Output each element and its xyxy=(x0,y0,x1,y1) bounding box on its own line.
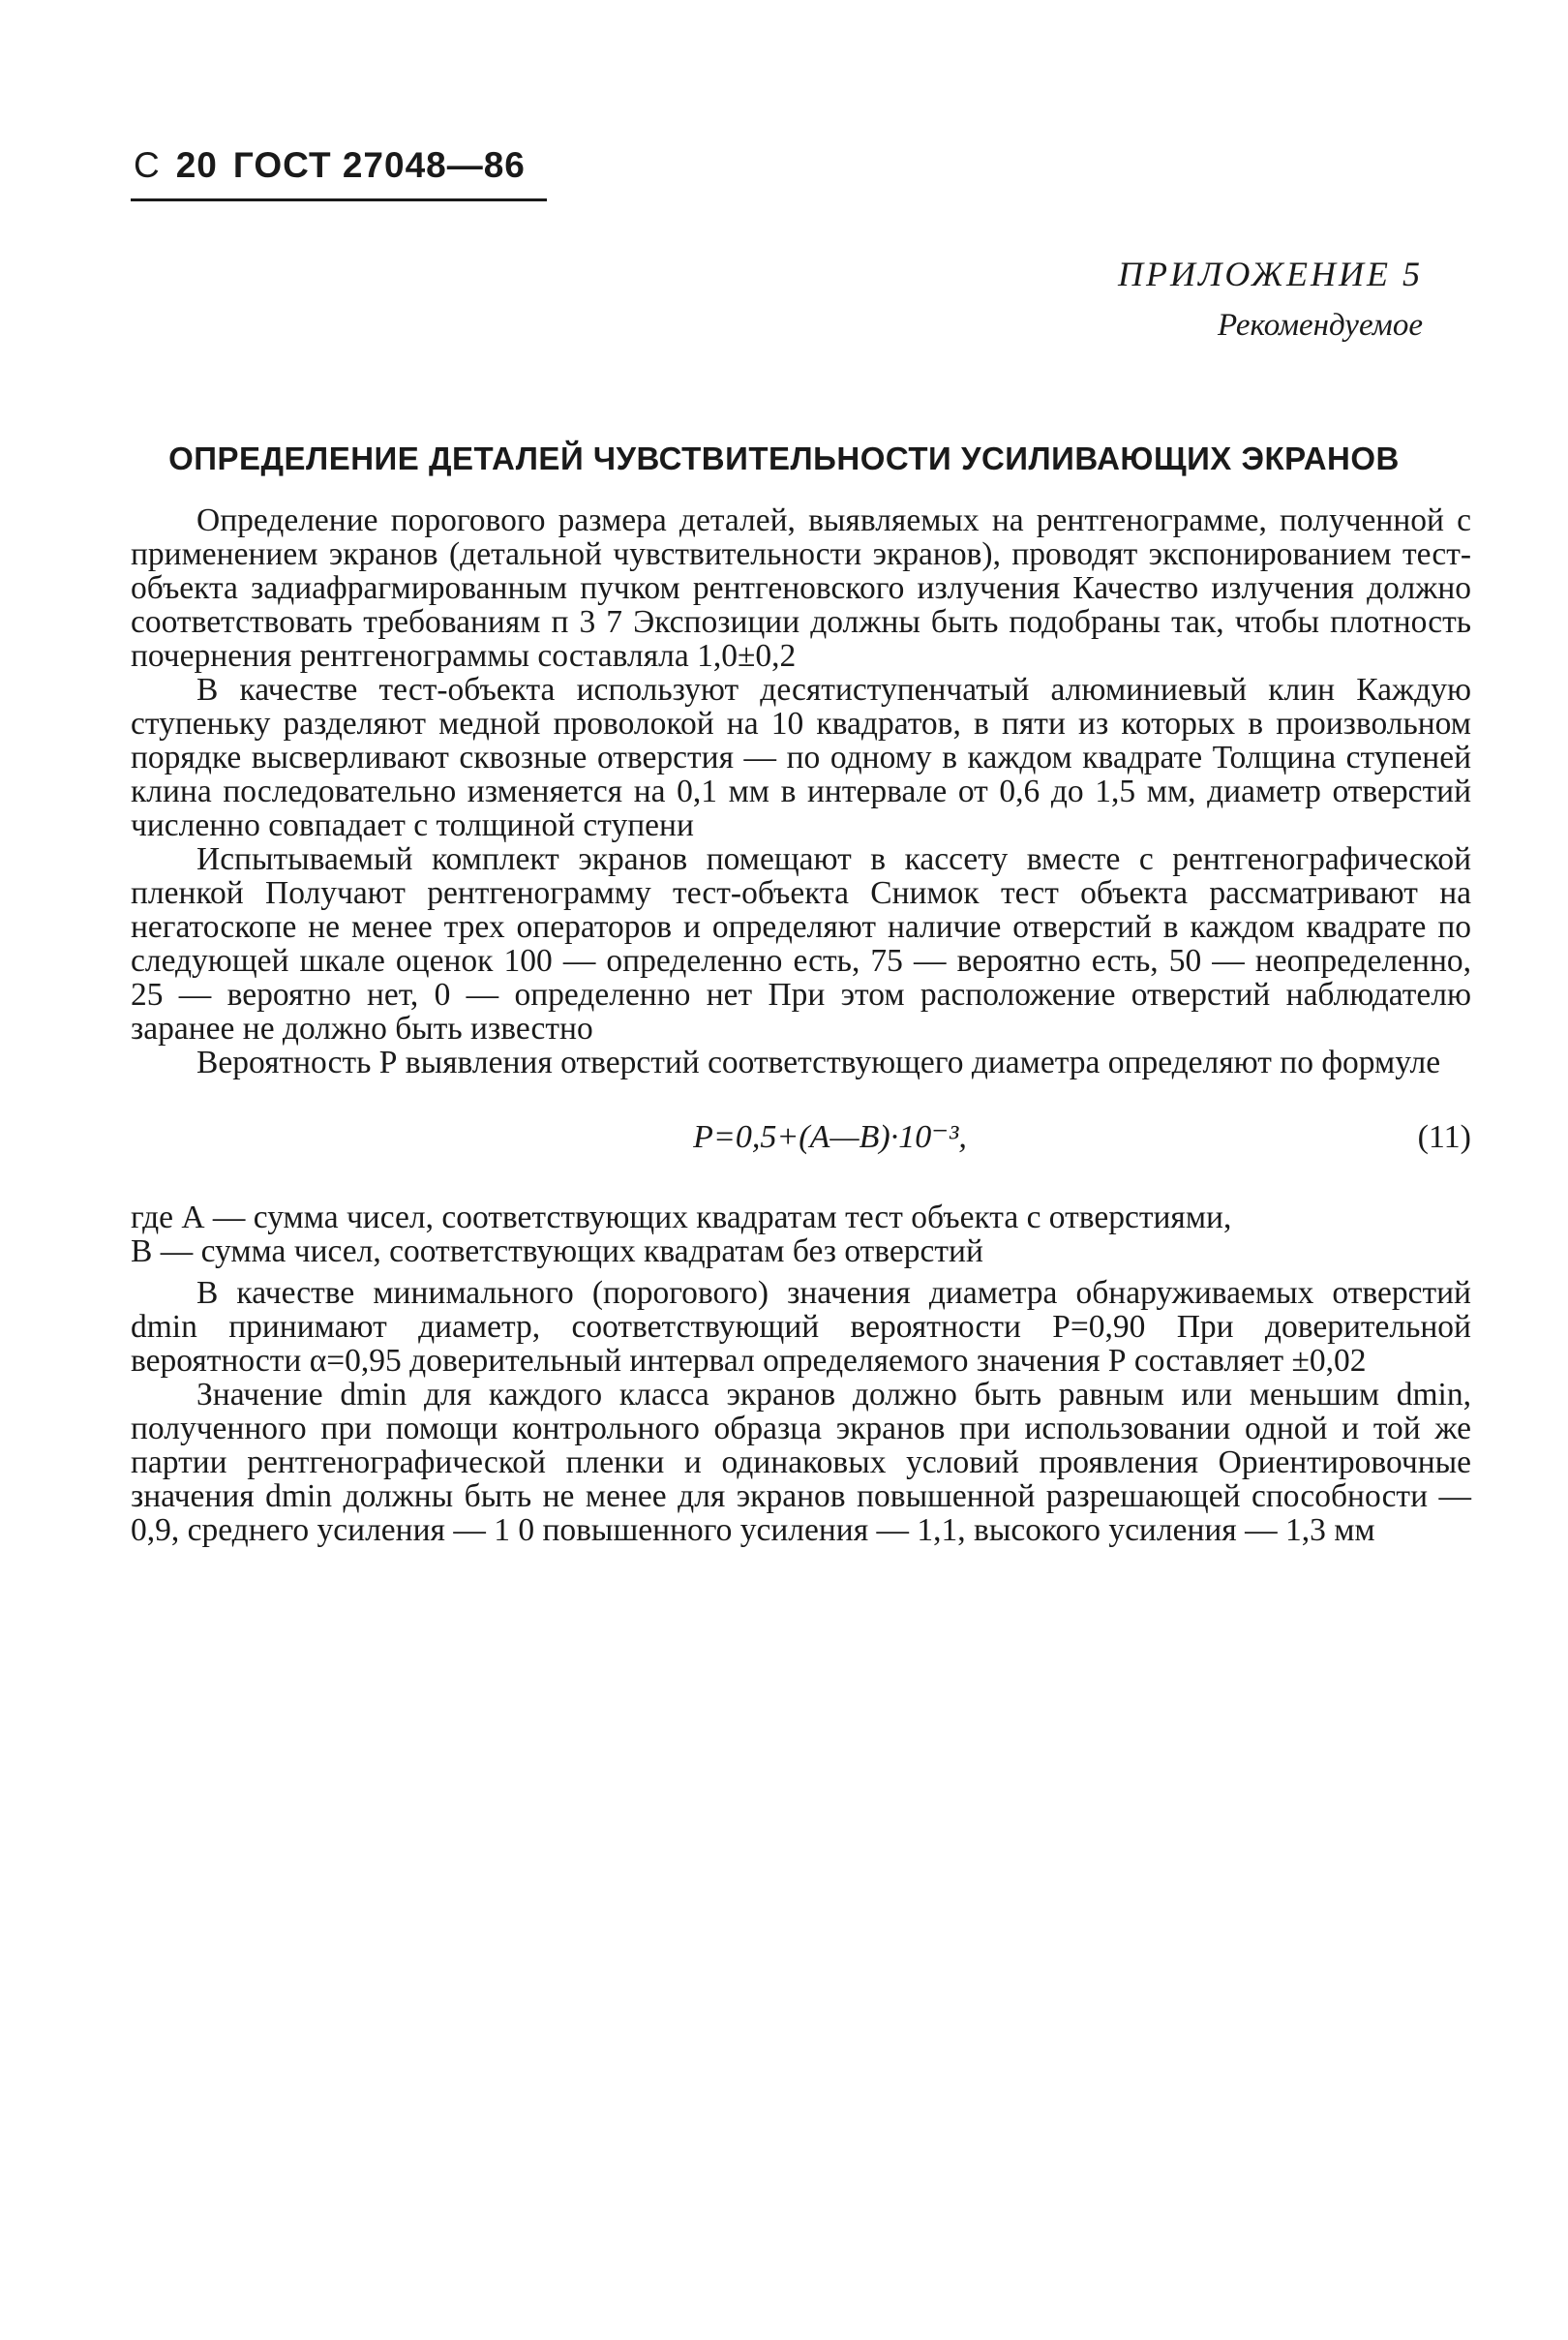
paragraph: Испытываемый комплект экранов помещают в кассету вместе с рентгенографической пленкой Получают рентгенограмму тест-объекта Снимок тест объекта рассматривают на негатоскопе не менее трех операторов и определяют наличие отверстий в каждом квадрате по следующей шкале оценок 100 — определенно есть, 75 — вероятно есть, 50 — неопределенно, 25 — вероятно нет, 0 — определенно нет При этом расположение отверстий наблюдателю заранее не должно быть известно xyxy=(131,841,1471,1047)
paragraph: В качестве тест-объекта используют десятиступенчатый алюминиевый клин Каждую ступеньку разделяют медной проволокой на 10 квадратов, в пяти из которых в произвольном порядке высверливают сквозные отверстия — по одному в каждом квадрате Толщина ступеней клина последовательно изменяется на 0,1 мм в интервале от 0,6 до 1,5 мм, диаметр отверстий численно совпадает с толщиной ступени xyxy=(131,672,1471,843)
paragraph: Вероятность Р выявления отверстий соответствующего диаметра определяют по формуле xyxy=(196,1045,1441,1080)
paragraph: Значение dmin для каждого класса экранов должно быть равным или меньшим dmin, полученного при помощи контрольного образца экранов при использовании одной и той же партии рентгенографической пленки и одинаковых условий проявления Ориентировочные значения dmin должны быть не менее для экранов повышенной разрешающей способности — 0,9, среднего усиления — 1 0 повышенного усиления — 1,1, высокого усиления — 1,3 мм xyxy=(131,1377,1471,1548)
formula-number: (11) xyxy=(1417,1119,1471,1155)
formula-legend xyxy=(131,1200,1471,1268)
paragraph: Определение порогового размера деталей, выявляемых на рентгенограмме, полученной с применением экранов (детальной чувствительности экранов), проводят экспонированием тест-объекта задиафрагмированным пучком рентгеновского излучения Качество излучения должно соответствовать требованиям п 3 7 Экспозиции должны быть подобраны так, чтобы плотность почернения рентгенограммы составляла 1,0±0,2 xyxy=(131,502,1471,674)
page-prefix: С xyxy=(134,145,161,185)
body-text xyxy=(131,503,1471,1547)
legend-line: где А — сумма чисел, соответствующих квадратам тест объекта с отверстиями, xyxy=(131,1200,1232,1235)
formula-row xyxy=(131,1120,1471,1154)
page-header xyxy=(134,145,526,186)
formula: P=0,5+(A—B)·10⁻³, xyxy=(693,1119,967,1155)
appendix-block xyxy=(1118,254,1423,344)
page-number: 20 xyxy=(175,145,218,185)
standard-designation: ГОСТ 27048—86 xyxy=(232,145,526,185)
paragraph: В качестве минимального (порогового) значения диаметра обнаруживаемых отверстий dmin принимают диаметр, соответствующий вероятности Р=0,90 При доверительной вероятности α=0,95 доверительный интервал определяемого значения Р составляет ±0,02 xyxy=(131,1275,1471,1379)
legend-line: В — сумма чисел, соответствующих квадратам без отверстий xyxy=(131,1233,983,1269)
document-title: ОПРЕДЕЛЕНИЕ ДЕТАЛЕЙ ЧУВСТВИТЕЛЬНОСТИ УСИЛИВАЮЩИХ ЭКРАНОВ xyxy=(168,441,1400,476)
appendix-title: ПРИЛОЖЕНИЕ 5 xyxy=(1118,255,1423,293)
header-rule xyxy=(131,198,547,201)
appendix-status: Рекомендуемое xyxy=(1217,308,1423,343)
